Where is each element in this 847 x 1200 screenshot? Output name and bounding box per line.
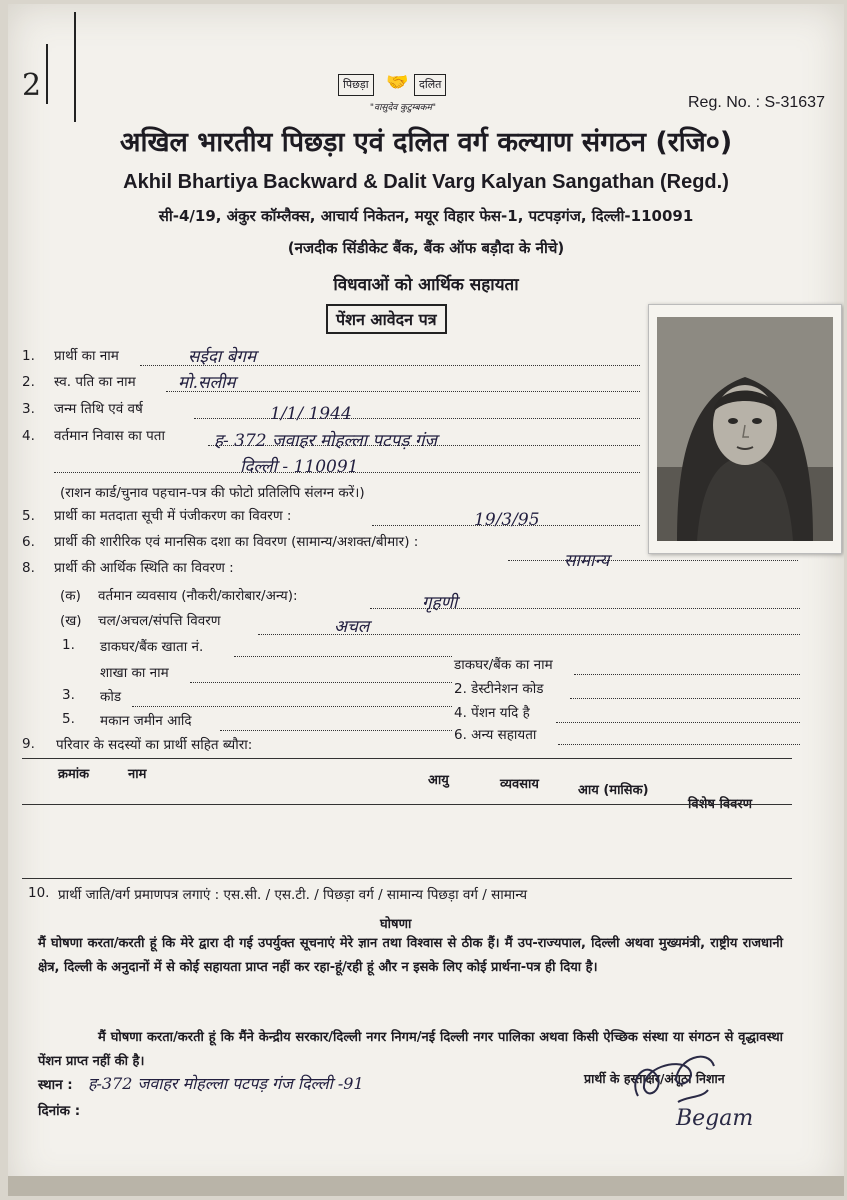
applicant-photo: [648, 304, 842, 554]
title-hindi: अखिल भारतीय पिछड़ा एवं दलित वर्ग कल्याण संगठन (रजि०): [119, 127, 733, 158]
subject: विधवाओं को आर्थिक सहायता: [333, 275, 519, 295]
birth-date-value: 1/1/ 1944: [270, 404, 352, 424]
occupation-value: गृहणी: [422, 593, 458, 613]
table-header-occupation: व्यवसाय: [500, 777, 539, 792]
landmark: (नजदीक सिंडीकेट बैंक, बैंक ऑफ बड़ौदा के नीचे): [287, 239, 565, 257]
husband-name-label: स्व. पति का नाम: [54, 374, 136, 390]
place-label: स्थान :: [38, 1077, 73, 1093]
margin-strokes: [46, 44, 48, 104]
other-assistance-line: [558, 744, 800, 745]
table-bottom-rule: [22, 878, 792, 879]
form-title: पेंशन आवेदन पत्र: [326, 304, 447, 334]
declaration-paragraph-1: मैं घोषणा करता/करती हूं कि मेरे द्वारा दी गई उपर्युक्त सूचनाएं मेरे ज्ञान तथा विश्वास से ठीक हैं। मैं उप-राज्यपाल, दिल्ली अथवा मुख्यमंत्री, राष्ट्रीय राजधानी क्षेत्र, दिल्ली के अनुदानों में से कोई सहायता प्राप्त नहीं कर रहा-हूं/रही हूं और न इसके लिए कोई प्रार्थना-पत्र ही दिया है।: [38, 936, 783, 975]
field-number: 5.: [22, 508, 35, 524]
registration-number: Reg. No. : S-31637: [688, 94, 825, 111]
health-condition-label: प्रार्थी की शारीरिक एवं मानसिक दशा का विवरण (सामान्य/अशक्त/बीमार) :: [54, 534, 419, 550]
table-header-age: आयु: [428, 773, 449, 788]
bank-item-number: 5.: [62, 711, 75, 727]
declaration-paragraph-2: मैं घोषणा करता/करती हूं कि मैंने केन्द्रीय सरकार/दिल्ली नगर निगम/नई दिल्ली नगर पालिका अथवा किसी ऐच्छिक संस्था या संगठन से वृद्धावस्था पेंशन प्राप्त नहीं की है।: [38, 1030, 783, 1069]
bank-item-number: 1.: [62, 637, 75, 653]
address-value-2: दिल्ली - 110091: [240, 457, 359, 477]
other-assistance-label: 6. अन्य सहायता: [454, 727, 537, 743]
account-number-label: डाकघर/बैंक खाता नं.: [100, 639, 204, 655]
property-value: अचल: [334, 617, 370, 637]
table-header-rule: [22, 804, 792, 805]
applicant-signature: Begam: [676, 1106, 754, 1131]
table-body: [22, 806, 792, 876]
sub-field-marker: (ख): [60, 613, 82, 629]
bank-item-number: 3.: [62, 687, 75, 703]
logo-left-text: पिछड़ा: [338, 74, 374, 96]
margin-strokes: [74, 12, 76, 122]
branch-name-label: शाखा का नाम: [100, 665, 169, 681]
table-top-rule: [22, 758, 792, 759]
birth-date-line: [194, 418, 640, 419]
page-bottom-edge: [8, 1176, 844, 1196]
applicant-name-label: प्रार्थी का नाम: [54, 348, 119, 364]
table-header-serial: क्रमांक: [58, 767, 90, 782]
husband-name-value: मो.सलीम: [178, 373, 236, 393]
applicant-name-value: सईदा बेगम: [188, 347, 257, 367]
code-line: [132, 706, 452, 707]
bank-name-label: डाकघर/बैंक का नाम: [454, 657, 553, 673]
family-details-label: परिवार के सदस्यों का प्रार्थी सहित ब्यौरा:: [56, 737, 253, 753]
birth-date-label: जन्म तिथि एवं वर्ष: [54, 401, 143, 417]
health-condition-line: [508, 560, 798, 561]
field-number: 3.: [22, 401, 35, 417]
property-label: चल/अचल/संपत्ति विवरण: [98, 613, 221, 629]
economic-status-label: प्रार्थी की आर्थिक स्थिति का विवरण :: [54, 560, 234, 576]
table-header-income: आय (मासिक): [578, 783, 649, 798]
logo-motto: "वासुदेव कुटुम्बकम": [369, 103, 437, 113]
organization-logo: [338, 72, 468, 114]
destination-code-line: [570, 698, 800, 699]
thumb-impression-scribble: [618, 1038, 728, 1108]
occupation-label: वर्तमान व्यवसाय (नौकरी/कारोबार/अन्य):: [98, 588, 298, 604]
field-number: 9.: [22, 736, 35, 752]
title-english: Akhil Bhartiya Backward & Dalit Varg Kalyan Sangathan (Regd.): [123, 171, 729, 193]
voter-registration-label: प्रार्थी का मतदाता सूची में पंजीकरण का विवरण :: [54, 508, 292, 524]
place-value: ह-372 जवाहर मोहल्ला पटपड़ गंज दिल्ली -91: [88, 1074, 364, 1093]
address-value-1: ह- 372 जवाहर मोहल्ला पटपड़ गंज: [214, 431, 438, 451]
declaration-heading: घोषणा: [380, 917, 412, 932]
photo-portrait: [657, 317, 833, 541]
margin-mark: 2: [22, 68, 42, 103]
field-number: 4.: [22, 428, 35, 444]
branch-name-line: [190, 682, 452, 683]
account-number-line: [234, 656, 452, 657]
signature-label: प्रार्थी के हस्ताक्षर/अंगूठा निशान: [584, 1071, 725, 1086]
table-header-remarks: विशेष विवरण: [688, 797, 753, 812]
address: सी-4/19, अंकुर कॉम्लैक्स, आचार्य निकेतन, मयूर विहार फेस-1, पटपड़गंज, दिल्ली-110091: [158, 207, 694, 225]
table-header-name: नाम: [128, 767, 147, 782]
date-label: दिनांक :: [38, 1103, 81, 1119]
destination-code-label: 2. डेस्टीनेशन कोड: [454, 681, 544, 697]
field-number: 8.: [22, 560, 35, 576]
handshake-icon: 🤝: [386, 72, 409, 93]
voter-registration-value: 19/3/95: [474, 510, 540, 530]
health-condition-value: सामान्य: [564, 551, 610, 571]
field-number: 1.: [22, 348, 35, 364]
field-number: 2.: [22, 374, 35, 390]
sub-field-marker: (क): [60, 588, 81, 604]
address-note: (राशन कार्ड/चुनाव पहचान-पत्र की फोटो प्रतिलिपि संलग्न करें।): [60, 485, 365, 501]
form-page: [8, 4, 844, 1196]
caste-certificate-label: प्रार्थी जाति/वर्ग प्रमाणपत्र लगाएं : एस.सी. / एस.टी. / पिछड़ा वर्ग / सामान्य पिछड़ा वर्ग / सामान्य: [58, 887, 528, 903]
bank-name-line: [574, 674, 800, 675]
property-land-label: मकान जमीन आदि: [100, 713, 192, 729]
field-number: 6.: [22, 534, 35, 550]
field-number: 10.: [28, 885, 50, 901]
code-label: कोड: [100, 689, 122, 705]
property-land-line: [220, 730, 452, 731]
pension-line: [556, 722, 800, 723]
husband-name-line: [166, 391, 640, 392]
logo-right-text: दलित: [414, 74, 446, 96]
address-label: वर्तमान निवास का पता: [54, 428, 165, 444]
pension-label: 4. पेंशन यदि है: [454, 705, 530, 721]
